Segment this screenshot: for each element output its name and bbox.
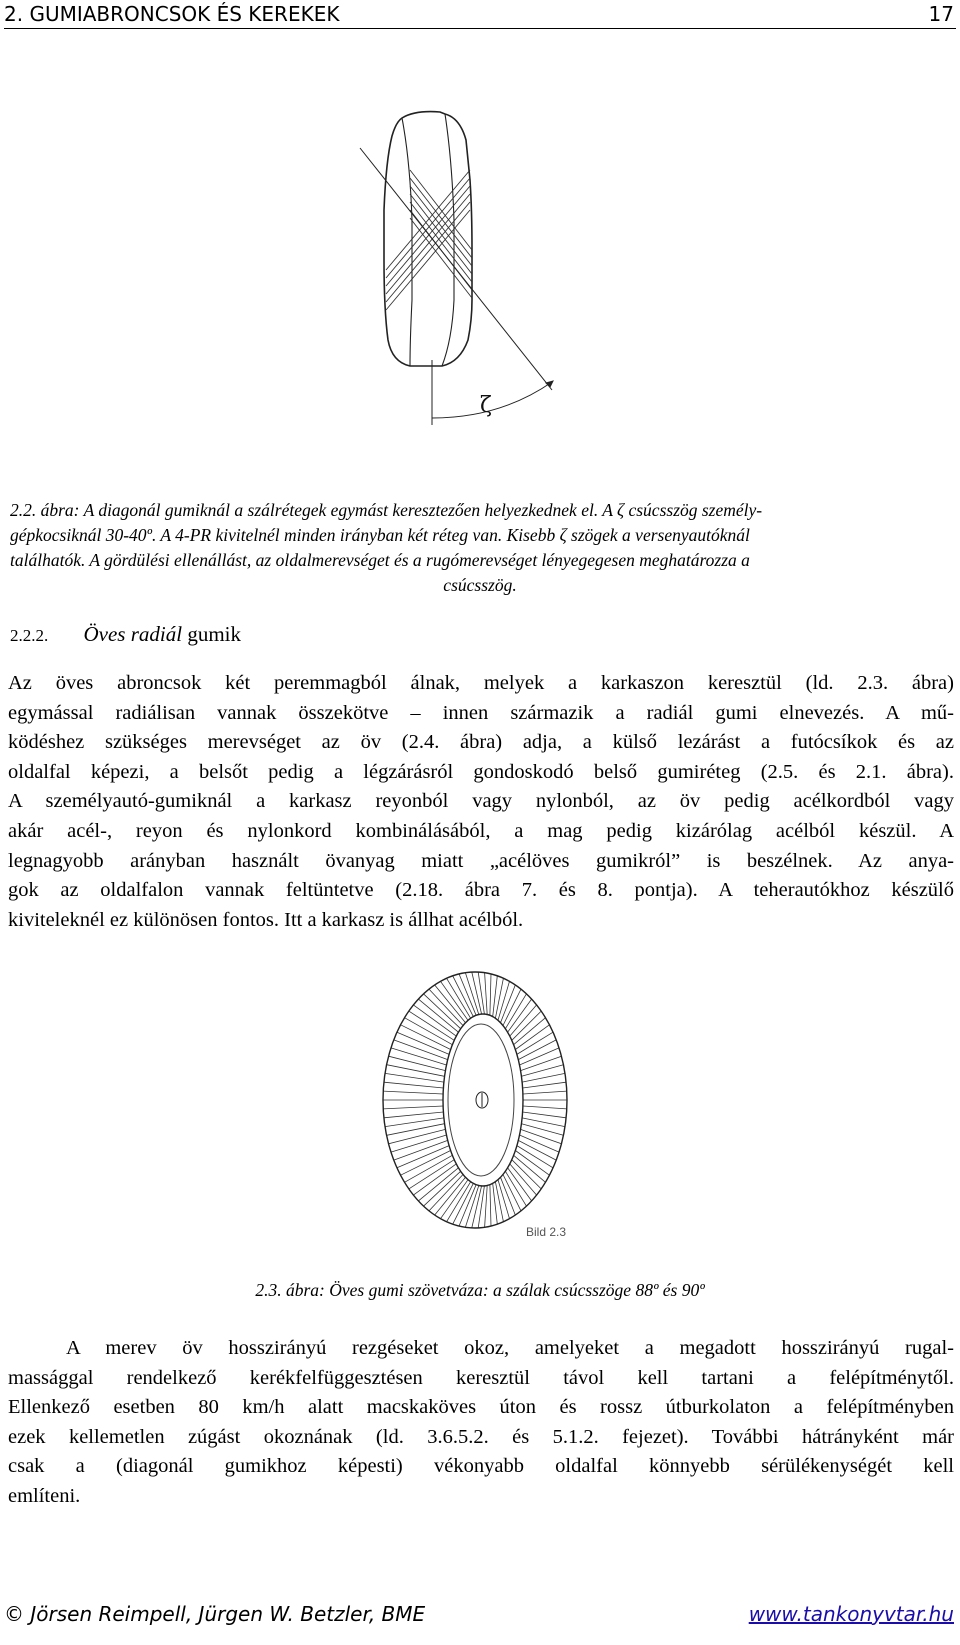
text-line: csak a (diagonál gumikhoz képesti) vékonyabb oldalfal könnyebb sérülékenységét kell [8, 1455, 954, 1478]
carcass-fibre [418, 999, 458, 1032]
text-line: említeni. [8, 1484, 81, 1507]
carcass-fibre [510, 1005, 537, 1036]
section-heading [10, 622, 241, 647]
carcass-fibre [485, 973, 488, 1015]
carcass-fibre [522, 1124, 564, 1136]
carcass-fibre [490, 974, 491, 1015]
text-line: ködéshez szükséges merevséget az öv (2.4. ábra) adja, a külső lezárást a futócsíkok és az [8, 731, 954, 754]
carcass-fibre [435, 1177, 466, 1215]
running-header [4, 2, 956, 29]
carcass-fibre [523, 1091, 567, 1094]
text-line: egymással radiálisan vannak összekötve – innen származik a radiál gumi elnevezés. A mű- [8, 701, 954, 724]
carcass-fibre [441, 1180, 469, 1219]
caption-line: gépkocsiknál 30-40º. A 4-PR kivitelnél minden irányban két réteg van. Kisebb ζ szögek a versenyautóknál [10, 525, 750, 545]
carcass-fibre [389, 1056, 446, 1070]
carcass-fibre [523, 1106, 567, 1109]
diagonal-tire-figure [340, 100, 600, 470]
carcass-fibre [409, 1011, 454, 1040]
carcass-fibre [441, 981, 469, 1020]
copyright-authors: © Jörsen Reimpell, Jürgen W. Betzler, BME [4, 1602, 426, 1626]
caption-line: találhatók. A gördülési ellenállást, az oldalmerevséget és a rugómerevséget lényegegesen meghatározza a [10, 550, 750, 570]
text-line: akár acél-, reyon és nylonkord kombinálásából, a mag pedig kizárólag acélból készül. A [8, 819, 954, 842]
carcass-fibre [520, 1048, 560, 1065]
carcass-fibre [424, 1171, 461, 1206]
carcass-fibre [394, 1040, 448, 1060]
carcass-fibre [521, 1056, 562, 1070]
text-line: legnagyobb arányban használt övanyag miatt „acélöves gumikról” is beszélnek. Az anya- [8, 849, 954, 872]
radial-tire-figure [380, 968, 590, 1246]
carcass-fibre [409, 1160, 454, 1189]
text-line: Ellenkező esetben 80 km/h alatt macskaköves úton és rossz útburkolaton a felépítményben [8, 1396, 954, 1419]
figure-2-3-caption: 2.3. ábra: Öves gumi szövetváza: a szálak csúcsszöge 88º és 90º [255, 1280, 705, 1300]
text-line: ezek kellemetlen zúgást okoznának (ld. 3.6.5.2. és 5.1.2. fejezet). További hátrányként már [8, 1425, 954, 1448]
carcass-fibre [418, 1168, 458, 1201]
carcass-fibre [478, 972, 484, 1014]
carcass-fibre [424, 994, 461, 1029]
text-line: gok az oldalfalon vannak feltüntetve (2.18. ábra 7. és 8. pontja). A teherautókhoz készülő [8, 879, 954, 902]
carcass-fibre [394, 1140, 448, 1160]
text-line: massággal rendelkező kerékfelfüggesztésen keresztül távol kell tartani a felépítménytől. [8, 1366, 954, 1389]
carcass-fibre [523, 1112, 567, 1118]
figure-2-2-caption [10, 498, 950, 598]
body-paragraph-2 [8, 1334, 954, 1512]
section-number: 2.2.2. [10, 626, 49, 645]
carcass-fibre [510, 1164, 537, 1195]
carcass-fibre [512, 1011, 541, 1040]
carcass-fibre [521, 1129, 562, 1143]
text-line: A merev öv hosszirányú rezgéseket okoz, amelyeket a megadott hosszirányú rugal- [66, 1337, 954, 1359]
carcass-fibre [413, 1005, 456, 1036]
carcass-fibre [383, 1106, 443, 1109]
carcass-fibre [413, 1164, 456, 1195]
carcass-fibre [512, 1160, 541, 1189]
carcass-fibre [435, 985, 466, 1023]
text-line: A személyautó-gumiknál a karkasz reyonból vagy nylonból, az öv pedig acélkordból vagy [8, 790, 954, 813]
carcass-fibre [485, 1186, 488, 1228]
carcass-fibre [383, 1091, 443, 1094]
page-footer [4, 1598, 956, 1628]
section-title-rest: gumik [187, 622, 241, 646]
page-number: 17 [928, 2, 954, 26]
carcass-fibre [389, 1129, 446, 1143]
caption-line: csúcsszög. [443, 575, 517, 595]
carcass-fibre [508, 999, 532, 1032]
text-line: Az öves abroncsok két peremmagból álnak, melyek a karkaszon keresztül (ld. 2.3. ábra) [8, 672, 954, 694]
section-title-italic: Öves radiál [83, 622, 183, 646]
website-link[interactable]: www.tankonyvtar.hu [748, 1602, 954, 1626]
carcass-fibre [523, 1082, 567, 1088]
chapter-title: 2. GUMIABRONCSOK ÉS KEREKEK [4, 2, 340, 26]
carcass-fibre [508, 1168, 532, 1201]
carcass-fibre [520, 1135, 560, 1152]
body-paragraph-1 [8, 669, 954, 935]
carcass-fibre [384, 1112, 444, 1118]
text-line: kiviteleknél ez különösen fontos. Itt a karkasz is állhat acélból. [8, 908, 524, 931]
bild-label: Bild 2.3 [526, 1225, 567, 1239]
carcass-fibre [478, 1186, 484, 1228]
carcass-fibre [522, 1065, 564, 1077]
carcass-fibre [490, 1185, 491, 1226]
angle-zeta-label: ζ [480, 393, 492, 418]
carcass-fibre [384, 1082, 444, 1088]
caption-line: 2.2. ábra: A diagonál gumiknál a szálrétegek egymást keresztezően helyezkednek el. A ζ csúcsszög személy- [10, 500, 763, 520]
text-line: oldalfal képezi, a belsőt pedig a légzárásról gondoskodó belső gumiréteg (2.5. és 2.1. ábra). [8, 760, 954, 783]
